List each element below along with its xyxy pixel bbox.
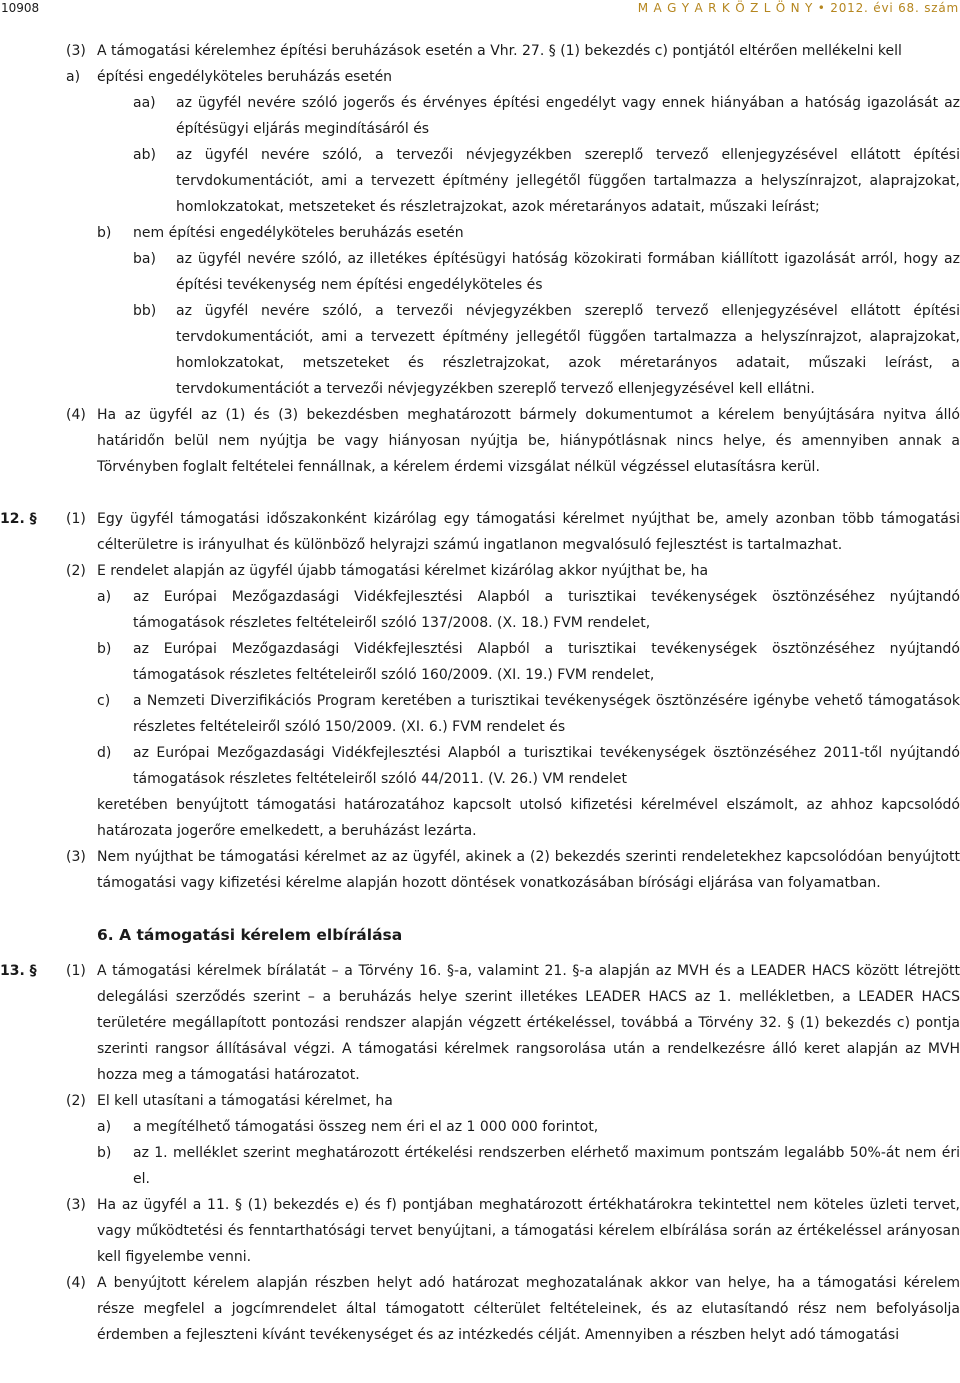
subpoint-text: az ügyfél nevére szóló, a tervezői névjegyzékben szereplő tervező ellenjegyzésével ellátott építési tervdokumentációt, ami a tervezett építmény jellegétől függően tartalmazza a helyszínrajzot, alaprajzokat, homlokzatokat, metszeteket és részletrajzokat, azok méretarányos adatait, műszaki leírást, a tervdokumentációt a tervezői névjegyzékben szereplő tervező ellenjegyzésével kell ellátni. (176, 303, 960, 397)
point-label: b) (97, 225, 112, 241)
paragraph-text: E rendelet alapján az ügyfél újabb támogatási kérelmet kizárólag akkor nyújthat be, ha (97, 563, 709, 579)
subpoint-11-3-bb (0, 298, 960, 402)
subpoint-11-3-aa (0, 90, 960, 142)
paragraph-text: A támogatási kérelmek bírálatát – a Törvény 16. §-a, valamint 21. §-a alapján az MVH és a LEADER HACS között létrejött delegálási szerződés szerint – a beruházás helye szerint illetékes LEADER HACS az 1. mellékletben, a LEADER HACS területére megállapított pontozási rendszer alapján végzett értékeléssel, továbbá a Törvény 32. § (1) bekezdés c) pontja szerinti rangsor állításával végzi. A támogatási kérelmek rangsorolása után a rendelkezésre álló keret alapján az MVH hozza meg a támogatási határozatot. (97, 963, 960, 1083)
point-label: a) (66, 69, 81, 85)
paragraph-text: Nem nyújthat be támogatási kérelmet az az ügyfél, akinek a (2) bekezdés szerinti rendeletekhez kapcsolódóan benyújtott támogatási vagy kifizetési kérelme alapján hozott döntések vonatkozásában bírósági eljárása van folyamatban. (97, 849, 960, 891)
point-text: nem építési engedélyköteles beruházás esetén (133, 225, 464, 241)
point-12-2-b (0, 636, 960, 688)
point-label: b) (97, 1145, 112, 1161)
subpoint-text: az ügyfél nevére szóló, a tervezői névjegyzékben szereplő tervező ellenjegyzésével ellátott építési tervdokumentációt, ami a tervezett építmény jellegétől függően tartalmazza a helyszínrajzot, alaprajzokat, homlokzatokat, metszeteket és részletrajzokat, azok méretarányos adatait, műszaki leírást; (176, 147, 960, 215)
subpoint-label: aa) (133, 95, 156, 111)
subpoint-text: az ügyfél nevére szóló, az illetékes építésügyi hatóság közokirati formában kiállított igazolását arról, hogy az építési tevékenység nem építési engedélyköteles és (176, 251, 960, 293)
subpoint-11-3-ab (0, 142, 960, 220)
section-13-paragraph-1 (0, 958, 960, 1088)
paragraph-text: Ha az ügyfél a 11. § (1) bekezdés e) és f) pontjában meghatározott értékhatárokra tekintettel nem köteles üzleti tervet, vagy működtetési és fenntarthatósági tervet benyújtani, a támogatási kérelem elbírálása során az értékeléssel arányosan kell figyelembe venni. (97, 1197, 960, 1265)
paragraph-label: (4) (66, 1275, 86, 1291)
paragraph-text: A benyújtott kérelem alapján részben helyt adó határozat meghozatalának akkor van helye, ha a támogatási kérelem része megfelel a jogcímrendelet által támogatott célterület feltételeinek, és az elutasítandó rész nem befolyásolja érdemben a fejleszteni kívánt tevékenységet és az intézkedés célját. Amennyiben a részben helyt adó támogatási (97, 1275, 960, 1343)
section-label: 13. § (0, 963, 37, 979)
point-label: d) (97, 745, 112, 761)
subpoint-label: ba) (133, 251, 156, 267)
journal-title: M A G Y A R K Ö Z L Ö N Y • 2012. évi 68. szám (637, 1, 959, 15)
point-13-2-b (0, 1140, 960, 1192)
paragraph-label: (3) (66, 849, 86, 865)
paragraph-text: El kell utasítani a támogatási kérelmet, ha (97, 1093, 393, 1109)
document-body (0, 38, 960, 1348)
subpoint-text: az ügyfél nevére szóló jogerős és érvényes építési engedélyt vagy ennek hiányában a hatóság igazolását az építésügyi eljárás megindításáról és (176, 95, 960, 137)
page-number: 10908 (1, 1, 40, 15)
point-12-2-c (0, 688, 960, 740)
point-11-3-a (0, 64, 960, 90)
paragraph-text: keretében benyújtott támogatási határozatához kapcsolt utolsó kifizetési kérelmével elszámolt, az ahhoz kapcsolódó határozata jogerőre emelkedett, a beruházást lezárta. (97, 797, 960, 839)
paragraph-label: (2) (66, 1093, 86, 1109)
chapter-title: 6. A támogatási kérelem elbírálása (97, 926, 403, 944)
point-11-3-b (0, 220, 960, 246)
point-text: építési engedélyköteles beruházás esetén (97, 69, 393, 85)
point-13-2-a (0, 1114, 960, 1140)
point-text: a megítélhető támogatási összeg nem éri el az 1 000 000 forintot, (133, 1119, 599, 1135)
paragraph-11-4 (0, 402, 960, 480)
subpoint-label: bb) (133, 303, 157, 319)
paragraph-label: (1) (66, 511, 86, 527)
section-12-paragraph-1 (0, 506, 960, 558)
paragraph-13-4 (0, 1270, 960, 1348)
point-label: a) (97, 1119, 112, 1135)
paragraph-label: (3) (66, 43, 86, 59)
paragraph-12-2 (0, 558, 960, 584)
point-label: a) (97, 589, 112, 605)
paragraph-11-3 (0, 38, 960, 64)
point-text: az Európai Mezőgazdasági Vidékfejlesztési Alapból a turisztikai tevékenységek ösztönzéséhez nyújtandó támogatások részletes feltételeiről szóló 160/2009. (XI. 19.) FVM rendelet, (133, 641, 960, 683)
paragraph-label: (2) (66, 563, 86, 579)
point-label: b) (97, 641, 112, 657)
chapter-heading (0, 922, 960, 948)
paragraph-text: A támogatási kérelemhez építési beruházások esetén a Vhr. 27. § (1) bekezdés c) pontjától eltérően mellékelni kell (97, 43, 902, 59)
subpoint-11-3-ba (0, 246, 960, 298)
paragraph-13-3 (0, 1192, 960, 1270)
paragraph-12-2-tail (0, 792, 960, 844)
point-12-2-a (0, 584, 960, 636)
paragraph-text: Ha az ügyfél az (1) és (3) bekezdésben meghatározott bármely dokumentumot a kérelem benyújtására nyitva álló határidőn belül nem nyújtja be vagy hiányosan nyújtja be, hiánypótlásnak nincs helye, és amennyiben annak a Törvényben foglalt feltételei fennállnak, a kérelem érdemi vizsgálat nélkül végzéssel elutasításra kerül. (97, 407, 960, 475)
point-text: az Európai Mezőgazdasági Vidékfejlesztési Alapból a turisztikai tevékenységek ösztönzéséhez nyújtandó támogatások részletes feltételeiről szóló 137/2008. (X. 18.) FVM rendelet, (133, 589, 960, 631)
paragraph-12-3 (0, 844, 960, 896)
point-text: az Európai Mezőgazdasági Vidékfejlesztési Alapból a turisztikai tevékenységek ösztönzéséhez 2011-től nyújtandó támogatások részletes feltételeiről szóló 44/2011. (V. 26.) VM rendelet (133, 745, 960, 787)
paragraph-13-2 (0, 1088, 960, 1114)
point-text: a Nemzeti Diverzifikációs Program keretében a turisztikai tevékenységek ösztönzésére igénybe vehető támogatások részletes feltételeiről szóló 150/2009. (XI. 6.) FVM rendelet és (133, 693, 960, 735)
section-label: 12. § (0, 511, 37, 527)
point-label: c) (97, 693, 111, 709)
subpoint-label: ab) (133, 147, 156, 163)
point-12-2-d (0, 740, 960, 792)
paragraph-text: Egy ügyfél támogatási időszakonként kizárólag egy támogatási kérelmet nyújthat be, amely azonban több támogatási célterületre is irányulhat és különböző helyrajzi számú ingatlanon megvalósuló fejlesztést is tartalmazhat. (97, 511, 960, 553)
paragraph-label: (1) (66, 963, 86, 979)
paragraph-label: (3) (66, 1197, 86, 1213)
page-header (0, 0, 960, 24)
paragraph-label: (4) (66, 407, 86, 423)
point-text: az 1. melléklet szerint meghatározott értékelési rendszerben elérhető maximum pontszám legalább 50%-át nem éri el. (133, 1145, 960, 1187)
